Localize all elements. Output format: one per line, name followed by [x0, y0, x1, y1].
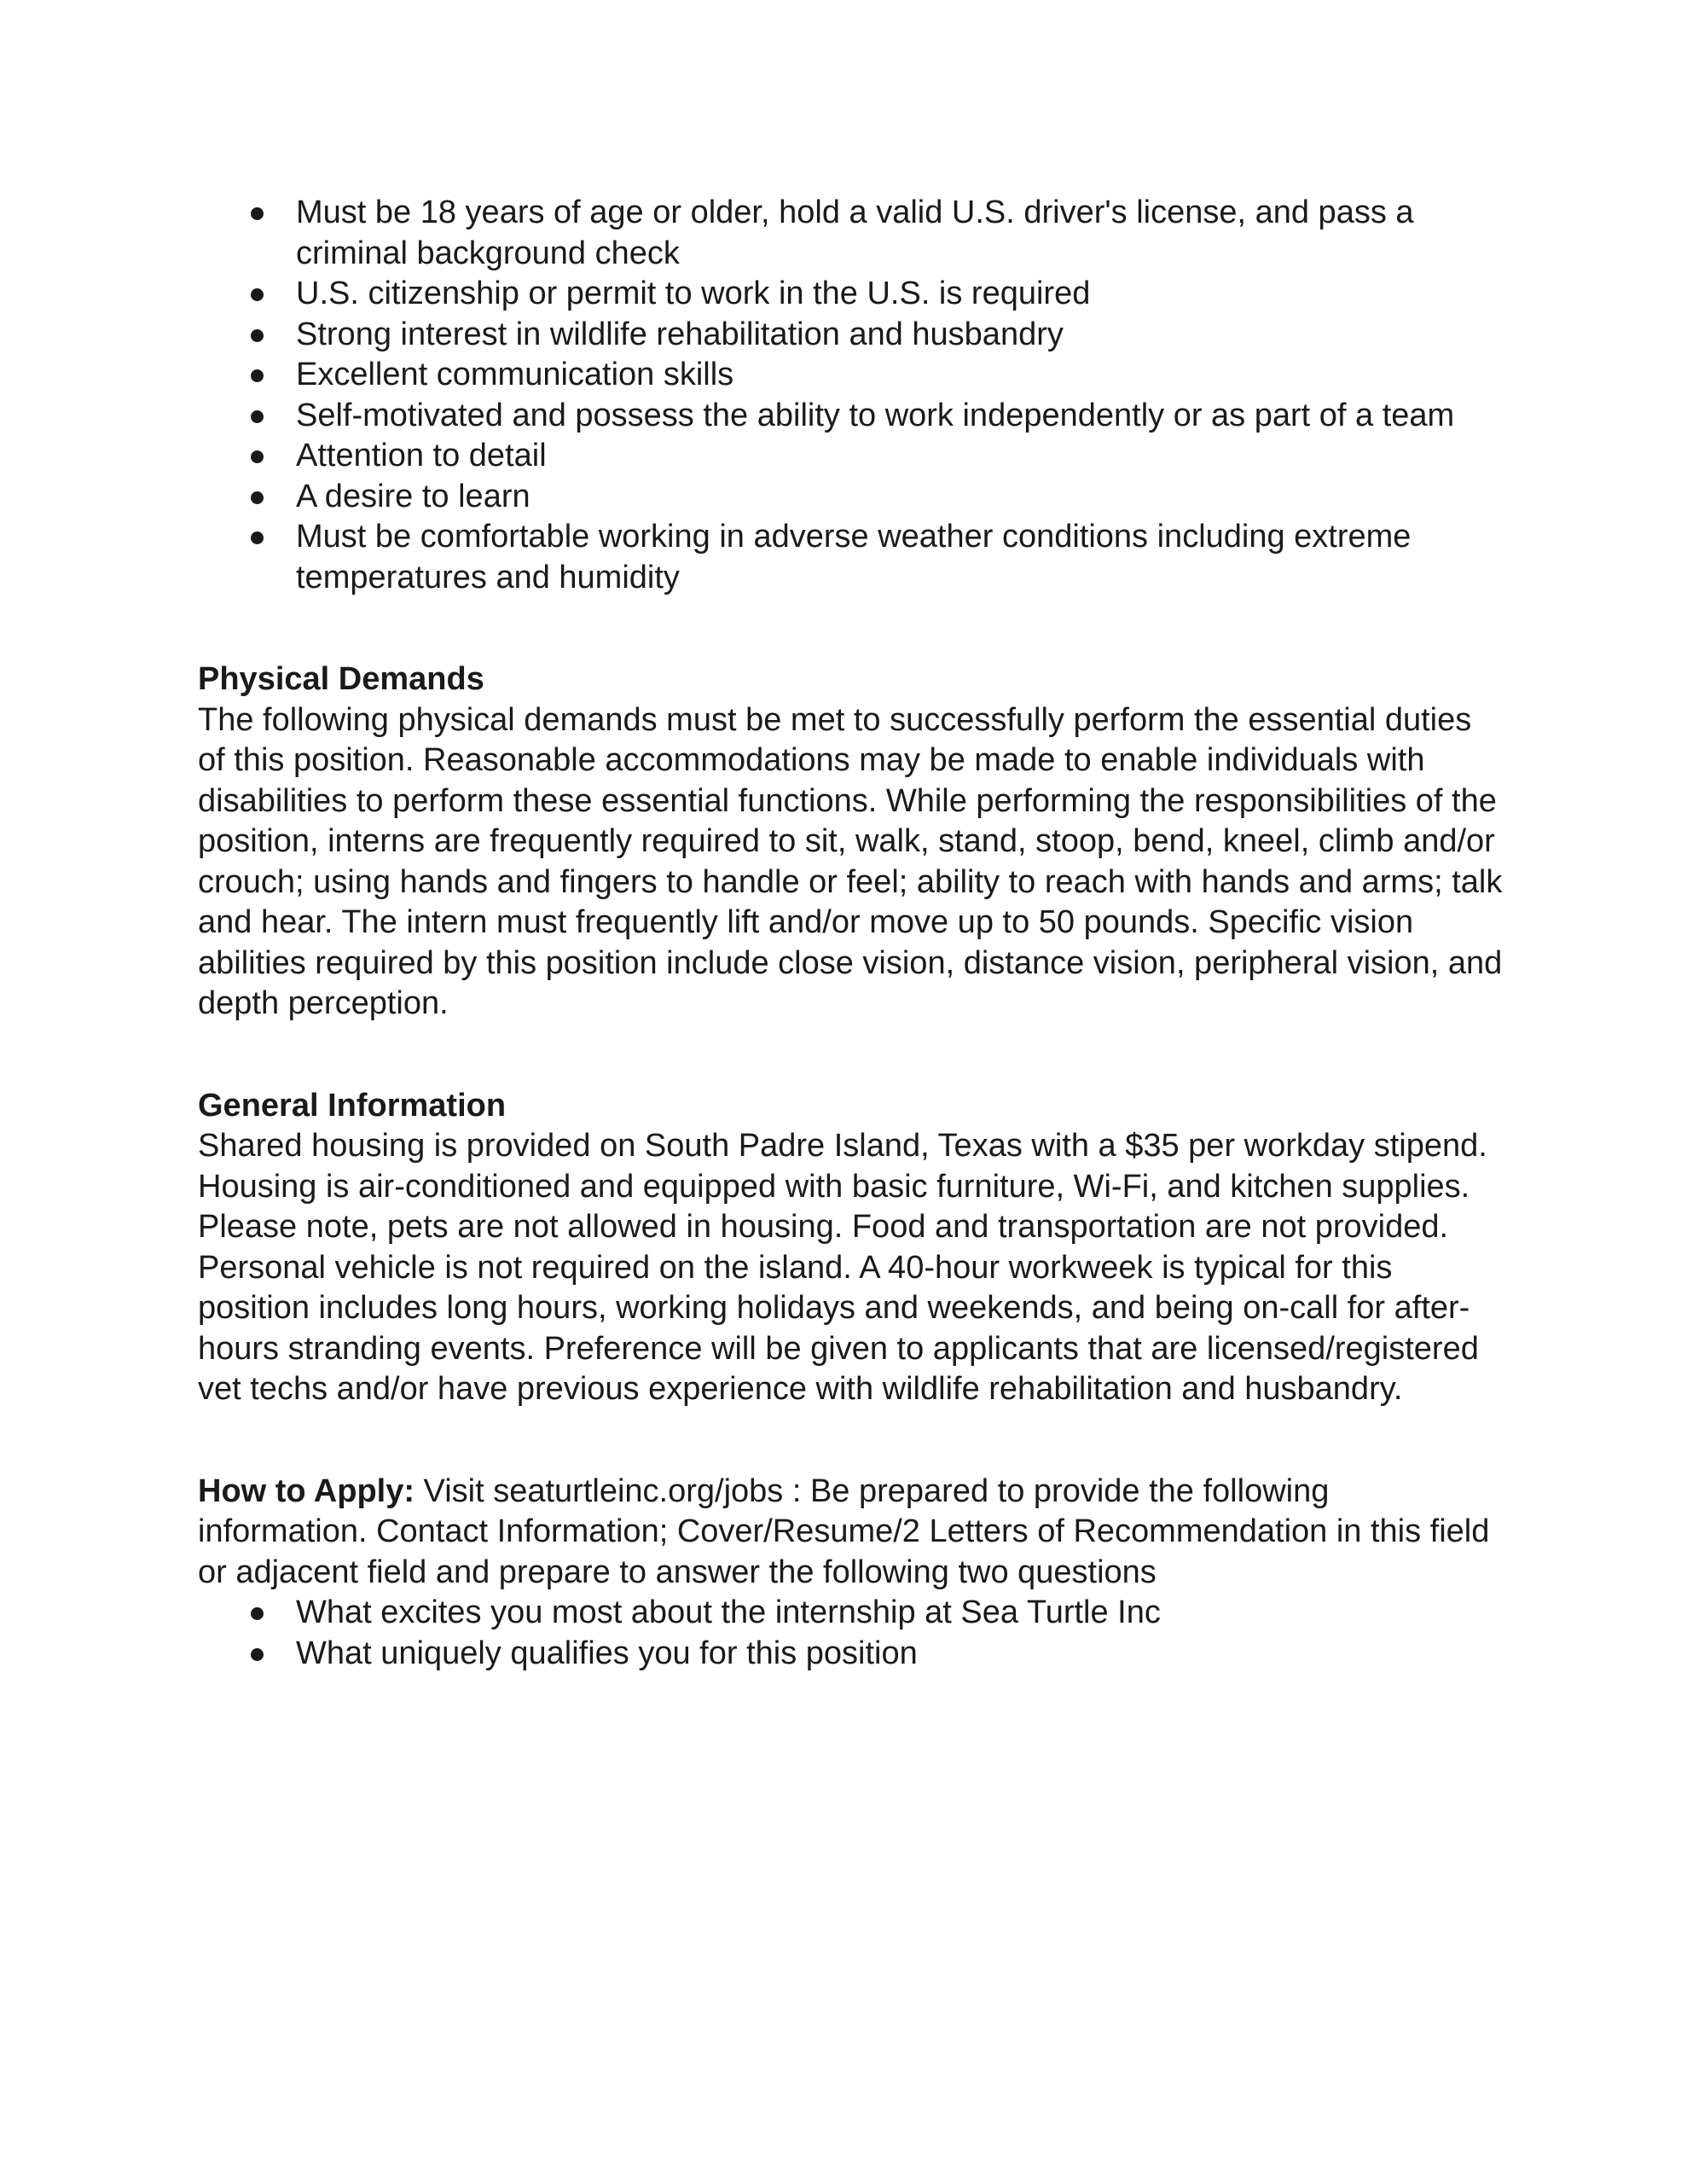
bullet-icon: [251, 329, 264, 342]
section-heading: How to Apply:: [198, 1472, 415, 1509]
document-page: [198, 193, 1503, 1674]
section-heading: Physical Demands: [198, 661, 484, 697]
list-item: What uniquely qualifies you for this position: [198, 1634, 1503, 1675]
list-item: U.S. citizenship or permit to work in the U.S. is required: [198, 274, 1503, 315]
physical-demands-section: [198, 659, 1503, 1025]
general-information-section: [198, 1086, 1503, 1410]
bullet-icon: [251, 450, 264, 463]
how-to-apply-paragraph: [198, 1472, 1503, 1594]
section-heading: General Information: [198, 1087, 507, 1124]
list-item: Attention to detail: [198, 436, 1503, 477]
how-to-apply-section: [198, 1472, 1503, 1675]
list-item: Excellent communication skills: [198, 355, 1503, 396]
list-item: Must be 18 years of age or older, hold a valid U.S. driver's license, and pass a criminal background check: [198, 193, 1503, 274]
requirements-list: [198, 193, 1503, 598]
bullet-icon: [251, 410, 264, 423]
bullet-icon: [251, 288, 264, 301]
list-item: What excites you most about the internship at Sea Turtle Inc: [198, 1593, 1503, 1634]
list-item: A desire to learn: [198, 477, 1503, 518]
list-item: Strong interest in wildlife rehabilitation and husbandry: [198, 315, 1503, 356]
section-body: The following physical demands must be met to successfully perform the essential duties of this position. Reasonable accommodations may be made to enable individuals with disabilities to perform these essential functions. While performing the responsibilities of the position, interns are frequently required to sit, walk, stand, stoop, bend, kneel, climb and/or crouch; using hands and fingers to handle or feel; ability to reach with hands and arms; talk and hear. The intern must frequently lift and/or move up to 50 pounds. Specific vision abilities required by this position include close vision, distance vision, peripheral vision, and depth perception.: [198, 701, 1503, 1021]
bullet-icon: [251, 1648, 264, 1661]
bullet-icon: [251, 531, 264, 544]
bullet-icon: [251, 369, 264, 382]
list-item: Self-motivated and possess the ability to work independently or as part of a team: [198, 396, 1503, 437]
list-item: Must be comfortable working in adverse weather conditions including extreme temperatures and humidity: [198, 517, 1503, 598]
bullet-icon: [251, 1607, 264, 1620]
bullet-icon: [251, 491, 264, 504]
questions-list: [198, 1593, 1503, 1674]
bullet-icon: [251, 207, 264, 220]
section-body: Shared housing is provided on South Padre Island, Texas with a $35 per workday stipend. Housing is air-conditioned and equipped with basic furniture, Wi-Fi, and kitchen supplies. Please note, pets are not allowed in housing. Food and transportation are not provided. Personal vehicle is not required on the island. A 40-hour workweek is typical for this position includes long hours, working holidays and weekends, and being on-call for after-hours stranding events. Preference will be given to applicants that are licensed/registered vet techs and/or have previous experience with wildlife rehabilitation and husbandry.: [198, 1128, 1487, 1407]
section-body: Visit seaturtleinc.org/jobs : Be prepared to provide the following information. Contact Information; Cover/Resume/2 Letters of Recommendation in this field or adjacent field and prepare to answer the following two questions: [198, 1472, 1490, 1590]
